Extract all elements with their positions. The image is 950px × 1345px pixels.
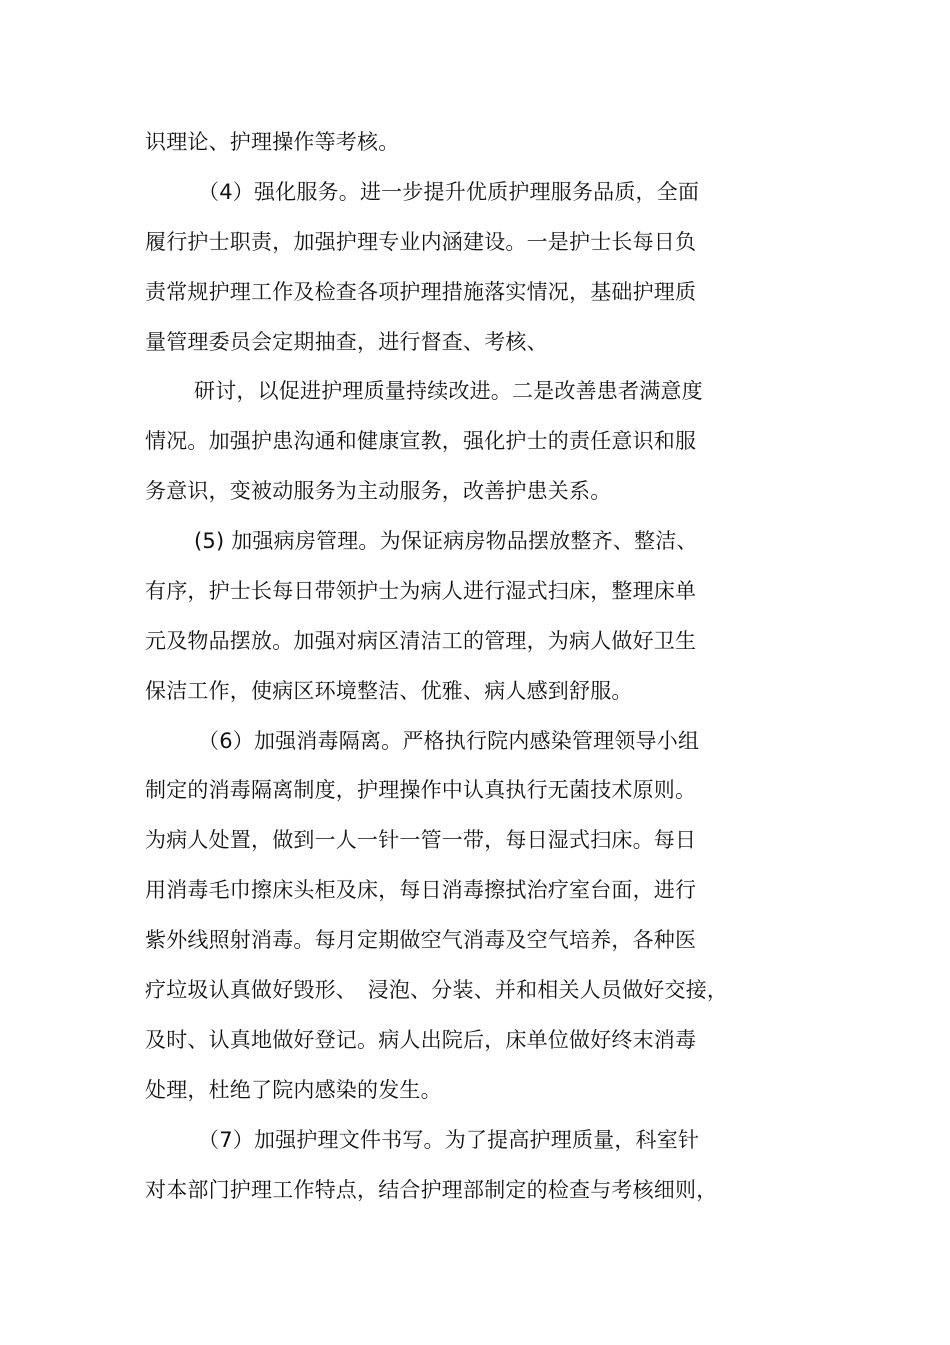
text-line-17: 紫外线照射消毒。每月定期做空气消毒及空气培养，各种医 — [145, 928, 697, 952]
text-line-19: 及时、认真地做好登记。病人出院后，床单位做好终末消毒 — [145, 1028, 697, 1052]
text-line-16: 用消毒毛巾擦床头柜及床，每日消毒擦拭治疗室台面，进行 — [145, 878, 697, 902]
text-line-21: （7）加强护理文件书写。为了提高护理质量，科室针 — [198, 1128, 700, 1152]
text-line-10: 有序，护士长每日带领护士为病人进行湿式扫床，整理床单 — [145, 579, 697, 603]
text-line-11: 元及物品摆放。加强对病区清洁工的管理，为病人做好卫生 — [145, 629, 697, 653]
text-line-14: 制定的消毒隔离制度，护理操作中认真执行无菌技术原则。 — [145, 778, 697, 802]
text-line-13: （6）加强消毒隔离。严格执行院内感染管理领导小组 — [198, 729, 700, 753]
text-line-8: 务意识，变被动服务为主动服务，改善护患关系。 — [145, 479, 612, 503]
text-line-2: （4）强化服务。进一步提升优质护理服务品质，全面 — [198, 180, 700, 204]
text-line-4: 责常规护理工作及检查各项护理措施落实情况，基础护理质 — [145, 280, 697, 304]
text-line-5: 量管理委员会定期抽查，进行督查、考核、 — [145, 330, 548, 354]
text-line-12: 保洁工作，使病区环境整洁、优雅、病人感到舒服。 — [145, 679, 633, 703]
text-line-3: 履行护士职责，加强护理专业内涵建设。一是护士长每日负 — [145, 230, 697, 254]
text-line-18: 疗垃圾认真做好毁形、 浸泡、分装、并和相关人员做好交接， — [145, 978, 729, 1002]
text-line-20: 处理，杜绝了院内感染的发生。 — [145, 1078, 442, 1102]
text-line-15: 为病人处置，做到一人一针一管一带，每日湿式扫床。每日 — [145, 828, 697, 852]
text-line-22: 对本部门护理工作特点，结合护理部制定的检查与考核细则， — [145, 1178, 718, 1202]
text-line-6: 研讨，以促进护理质量持续改进。二是改善患者满意度 — [194, 379, 703, 403]
text-line-1: 识理论、护理操作等考核。 — [145, 130, 400, 154]
text-line-9: (5) 加强病房管理。为保证病房物品摆放整齐、整洁、 — [194, 529, 698, 553]
text-line-7: 情况。加强护患沟通和健康宣教，强化护士的责任意识和服 — [145, 429, 697, 453]
